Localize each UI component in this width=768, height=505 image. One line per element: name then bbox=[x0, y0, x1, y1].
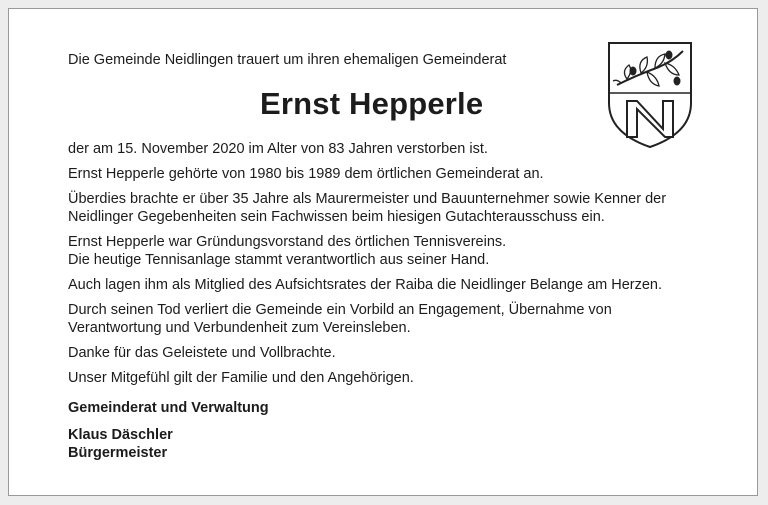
signature-council: Gemeinderat und Verwaltung bbox=[68, 400, 269, 416]
intro-line: Die Gemeinde Neidlingen trauert um ihren ehemaligen Gemeinderat bbox=[68, 52, 507, 68]
signature-role: Bürgermeister bbox=[68, 445, 168, 461]
notice-body bbox=[68, 140, 708, 462]
deceased-name: Ernst Hepperle bbox=[260, 86, 484, 121]
paragraph-role-model: Durch seinen Tod verliert die Gemeinde ein Vorbild an Engagement, Übernahme von Verantwortung und Verbundenheit zum Vereinsleben. bbox=[68, 302, 612, 336]
obituary-notice bbox=[8, 8, 758, 496]
signature-name: Klaus Däschler bbox=[68, 427, 173, 443]
municipal-coat-of-arms-icon bbox=[607, 41, 693, 149]
paragraph-raiba: Auch lagen ihm als Mitglied des Aufsichtsrates der Raiba die Neidlinger Belange am Herzen. bbox=[68, 277, 663, 293]
paragraph-council: Ernst Hepperle gehörte von 1980 bis 1989 dem örtlichen Gemeinderat an. bbox=[68, 166, 544, 182]
paragraph-condolences: Unser Mitgefühl gilt der Familie und den Angehörigen. bbox=[68, 370, 414, 386]
paragraph-tennis-facility: Die heutige Tennisanlage stammt verantwortlich aus seiner Hand. bbox=[68, 252, 490, 268]
paragraph-career: Überdies brachte er über 35 Jahre als Maurermeister und Bauunternehmer sowie Kenner der Neidlinger Gegebenheiten sein Fachwissen beim hiesigen Gutachterausschuss ein. bbox=[68, 191, 667, 225]
paragraph-death-date: der am 15. November 2020 im Alter von 83 Jahren verstorben ist. bbox=[68, 141, 488, 157]
paragraph-thanks: Danke für das Geleistete und Vollbrachte. bbox=[68, 345, 336, 361]
paragraph-tennis-founder: Ernst Hepperle war Gründungsvorstand des örtlichen Tennisvereins. bbox=[68, 234, 507, 250]
